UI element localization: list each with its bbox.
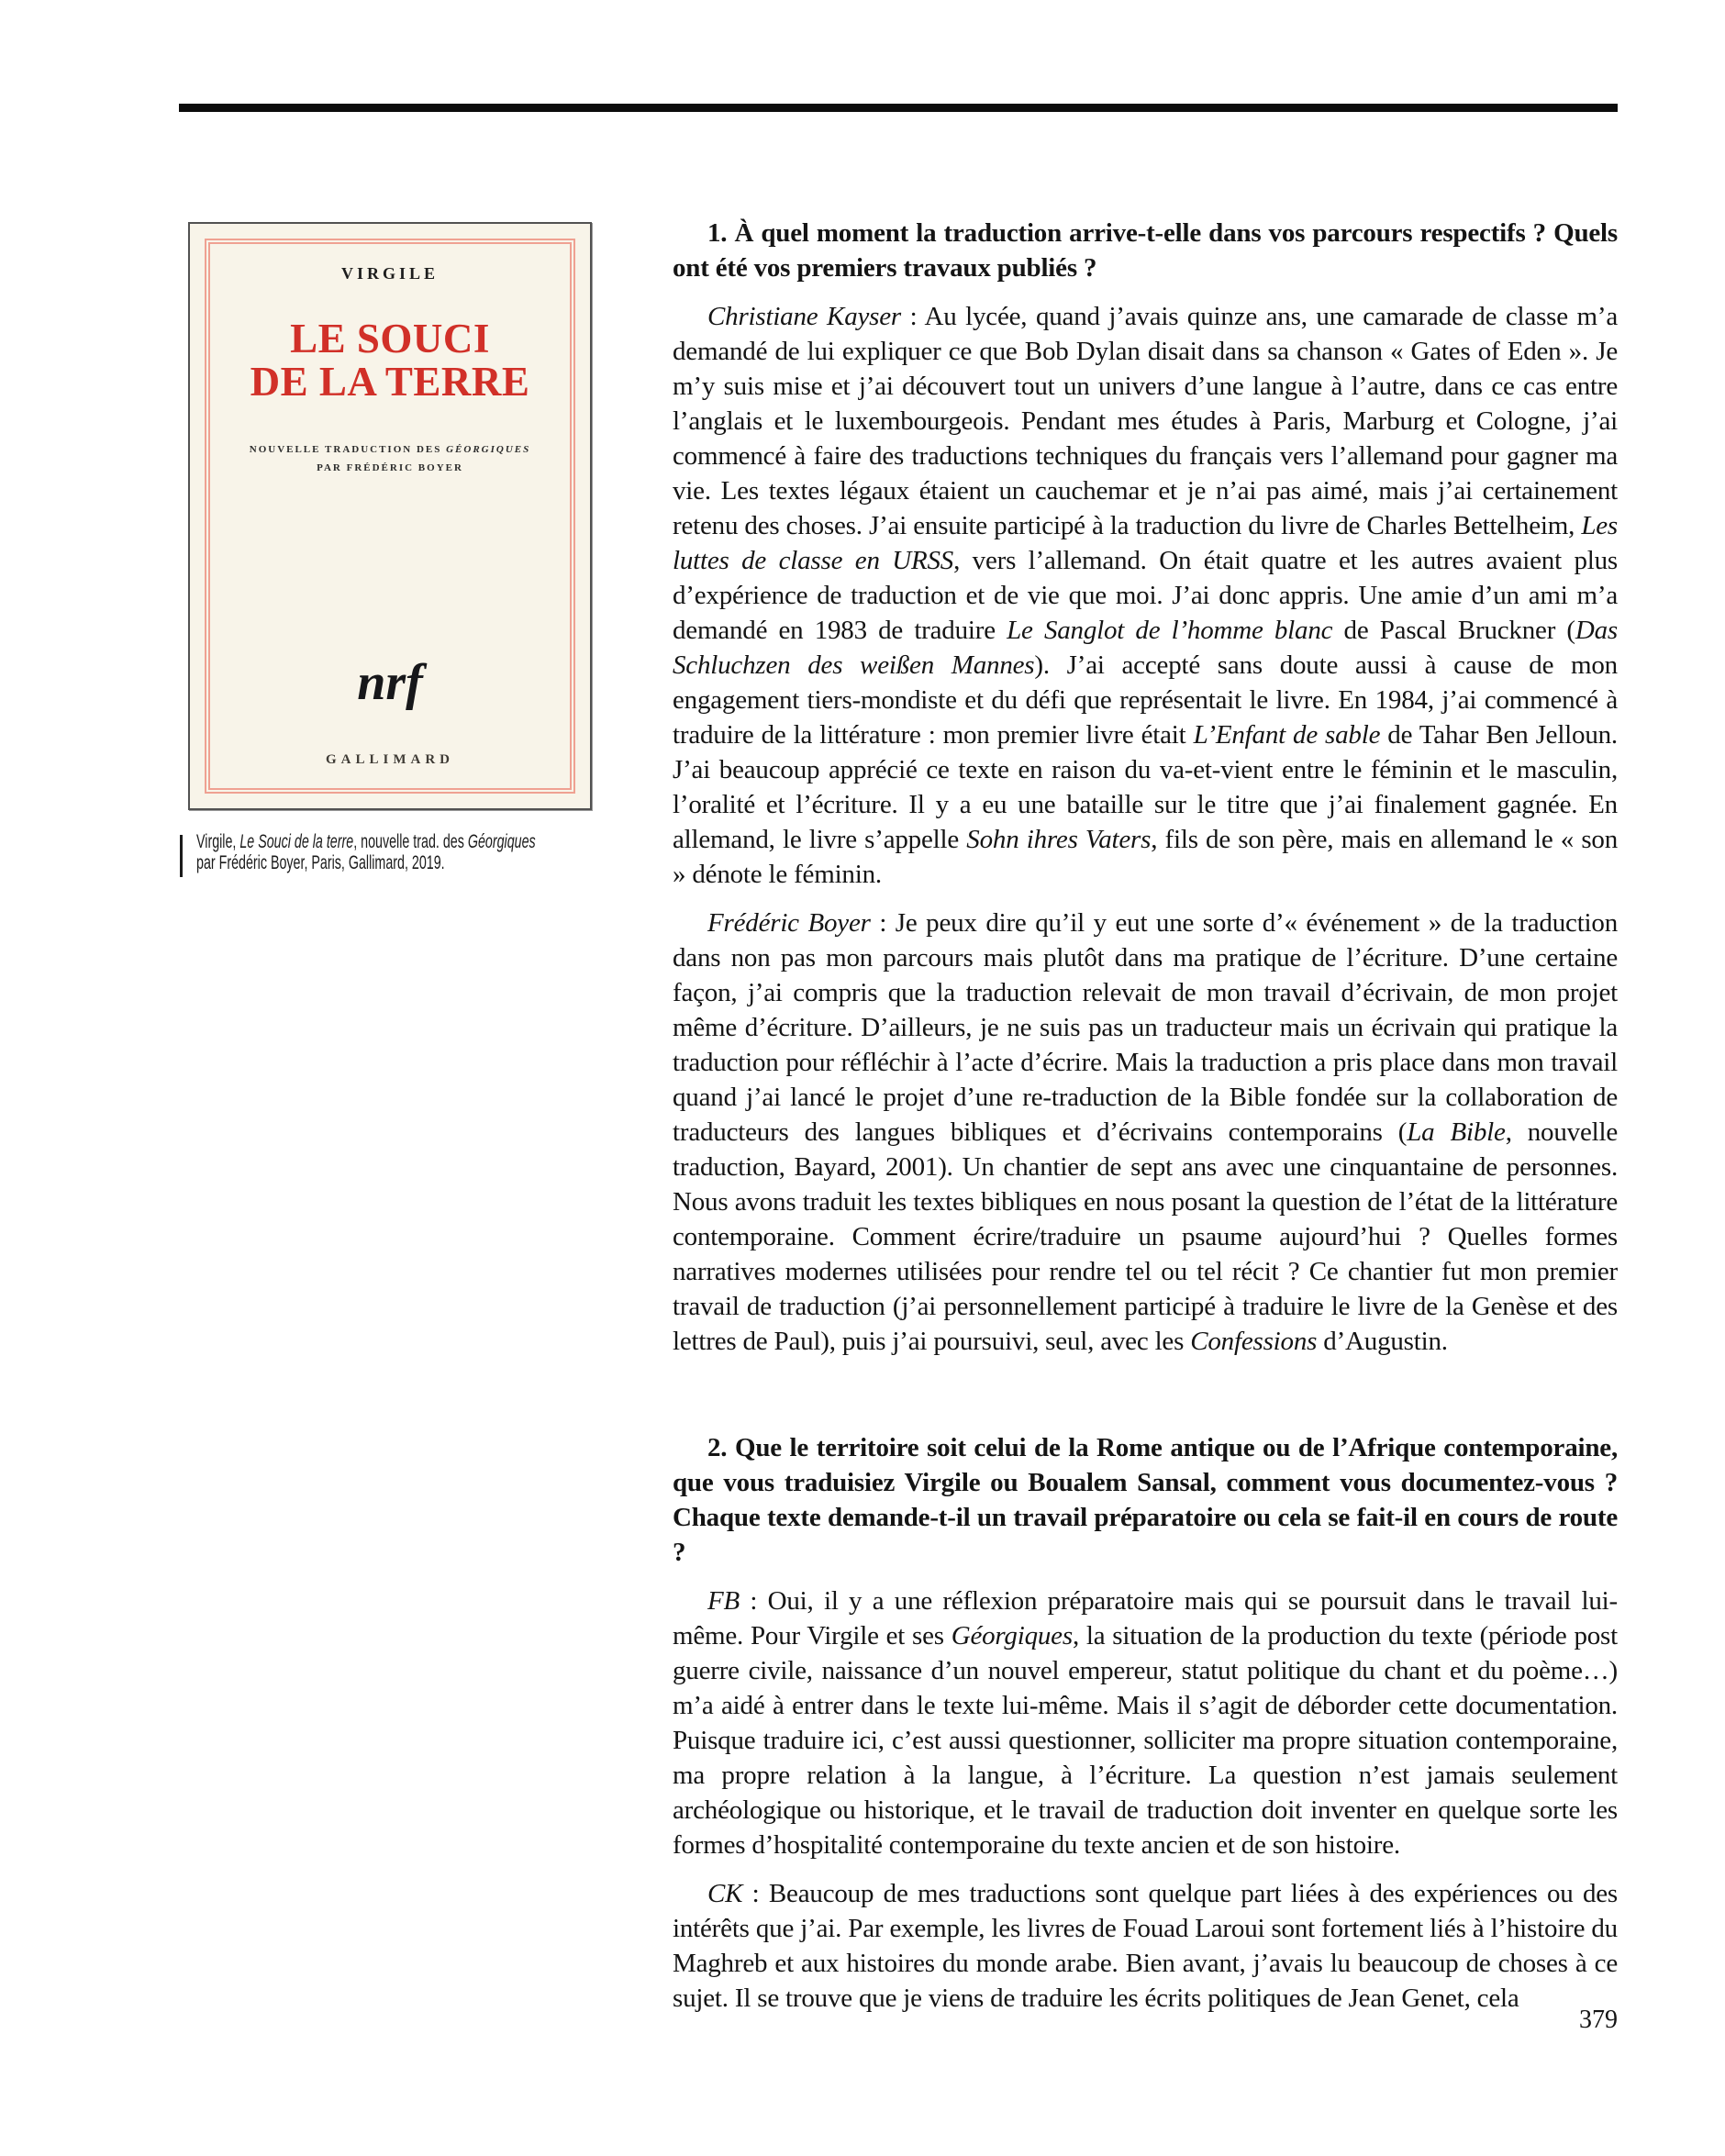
text-segment: : Au lycée, quand j’avais quinze ans, une camarade de classe m’a demandé de lui expliquer ce que Bob Dylan disait dans sa chanson « Gates of Eden ». Je m’y suis mise et j’ai découvert tout un univers d’une langue à l’autre, dans ce cas entre l’anglais et le luxembourgeois. Pendant mes études à Paris, Marburg et Cologne, j’ai commencé à faire des traductions techniques du français vers l’allemand pour gagner ma vie. Les textes légaux étaient un cauchemar et je n’ai pas aimé, mais j’ai certainement retenu des choses. J’ai ensuite participé à la traduction du livre de Charles Bettelheim,: [673, 302, 1618, 540]
text-segment: : Je peux dire qu’il y eut une sorte d’« événement » de la traduction dans non pas mon parcours mais plutôt dans ma pratique de l’écriture. D’une certaine façon, j’ai compris que la traduction relevait de mon travail d’écrivain, de mon projet même d’écriture. D’ailleurs, je ne suis pas un traducteur mais un écrivain qui pratique la traduction pour réfléchir à l’acte d’écrire. Mais la traduction a pris place dans mon travail quand j’ai lancé le projet d’une re-traduction de la Bible fondée sur la collaboration de traducteurs des langues bibliques et d’écrivains contemporains (: [673, 908, 1619, 1147]
cover-title: [190, 317, 590, 404]
cover-publisher: GALLIMARD: [325, 752, 454, 767]
text-segment: NOUVELLE TRADUCTION DES: [249, 444, 447, 455]
page-number: 379: [1579, 2006, 1618, 2034]
text-segment: Das Schluchzen des weißen Mannes: [673, 616, 1618, 680]
text-segment: , fils de son père, mais en allemand le « son » dénote le féminin.: [673, 825, 1619, 889]
caption-rule: [180, 835, 183, 877]
text-segment: Le Souci de la terre: [239, 831, 354, 852]
text-segment: d’Augustin.: [1317, 1327, 1448, 1356]
text-segment: Christiane Kayser: [707, 302, 902, 331]
text-segment: CK: [707, 1879, 743, 1908]
cover-subtitle: [190, 440, 590, 477]
text-segment: : Beaucoup de mes traductions sont quelque part liées à des expériences ou des intérêts que j’ai. Par exemple, les livres de Fouad Laroui sont fortement liés à l’histoire du Maghreb et aux histoires du monde arabe. Bien avant, j’avais lu beaucoup de choses à ce sujet. Il se trouve que je viens de traduire les écrits politiques de Jean Genet, cela: [673, 1879, 1618, 2013]
text-segment: Géorgiques: [467, 831, 536, 852]
text-segment: , vers l’allemand. On était quatre et les autres avaient plus d’expérience de traduction et de vie que moi. J’ai donc appris. Une amie d’un ami m’a demandé en 1983 de traduire: [673, 546, 1618, 645]
text-segment: ). J’ai accepté sans doute aussi à cause de mon engagement tiers-mondiste et du défi que représentait le livre. En 1984, j’ai commencé à traduire de la littérature : mon premier livre était: [673, 650, 1618, 750]
text-segment: FB: [707, 1586, 740, 1616]
text-segment: Les luttes de classe en URSS: [673, 511, 1618, 575]
text-segment: PAR FRÉDÉRIC BOYER: [317, 462, 463, 473]
text-segment: Confessions: [1190, 1327, 1318, 1356]
cover-author: VIRGILE: [340, 264, 440, 283]
interview-answer: [673, 1584, 1618, 1862]
cover-title-line1: LE SOUCI: [290, 316, 490, 361]
text-segment: : Oui, il y a une réflexion préparatoire mais qui se poursuit dans le travail lui-même. Pour Virgile et ses: [673, 1586, 1618, 1650]
text-segment: , nouvelle trad. des: [353, 831, 468, 852]
cover-title-line2: DE LA TERRE: [250, 359, 530, 405]
interview-answer: [673, 906, 1618, 1359]
article-body: [673, 216, 1618, 2029]
text-segment: , la situation de la production du texte (période post guerre civile, naissance d’un nouvel empereur, statut politique du chant et du poème…) m’a aidé à entrer dans le texte lui-même. Mais il s’agit de déborder cette documentation. Puisque traduire ici, c’est aussi questionner, solliciter ma propre situation contemporaine, ma propre relation à la langue, à l’écriture. La question n’est jamais seulement archéologique ou historique, et le travail de traduction doit inventer en quelque sorte les formes d’hospitalité contemporaine du texte ancien et de son histoire.: [673, 1621, 1618, 1860]
text-segment: La Bible: [1407, 1117, 1506, 1147]
figure-caption: [196, 831, 536, 873]
text-segment: Géorgiques: [951, 1621, 1073, 1650]
text-segment: Frédéric Boyer: [707, 908, 871, 938]
text-segment: , nouvelle traduction, Bayard, 2001). Un chantier de sept ans avec une cinquantaine de personnes. Nous avons traduit les textes bibliques en nous posant la question de l’état de la littérature contemporaine. Comment écrire/traduire un psaume aujourd’hui ? Quelles formes narratives modernes utilisées pour rendre tel ou tel récit ? Ce chantier fut mon premier travail de traduction (j’ai personnellement participé à traduire le livre de la Genèse et des lettres de Paul), puis j’ai poursuivi, seul, avec les: [673, 1117, 1619, 1356]
text-segment: Sohn ihres Vaters: [966, 825, 1152, 854]
text-segment: Le Sanglot de l’homme blanc: [1007, 616, 1333, 645]
interview-answer: [673, 1876, 1618, 2016]
nrf-logo: nrf: [357, 654, 423, 711]
top-rule: [179, 104, 1618, 112]
text-segment: 1. À quel moment la traduction arrive-t-elle dans vos parcours respectifs ? Quels ont été vos premiers travaux publiés ?: [673, 218, 1618, 283]
text-segment: L’Enfant de sable: [1193, 720, 1381, 750]
text-segment: GÉORGIQUES: [446, 444, 531, 455]
book-cover: [188, 222, 592, 810]
interview-question: [673, 216, 1618, 285]
interview-question: [673, 1430, 1618, 1570]
text-segment: 2. Que le territoire soit celui de la Rome antique ou de l’Afrique contemporaine, que vous traduisiez Virgile ou Boualem Sansal, comment vous documentez-vous ? Chaque texte demande-t-il un travail préparatoire ou cela se fait-il en cours de route ?: [673, 1433, 1618, 1567]
text-segment: par Frédéric Boyer, Paris, Gallimard, 2019.: [196, 852, 445, 873]
interview-answer: [673, 299, 1618, 892]
text-segment: Virgile,: [196, 831, 240, 852]
text-segment: de Tahar Ben Jelloun. J’ai beaucoup apprécié ce texte en raison du va-et-vient entre le féminin et le masculin, l’oralité et l’écriture. Il y a eu une bataille sur le titre que j’ai finalement gagnée. En allemand, le livre s’appelle: [673, 720, 1618, 854]
text-segment: de Pascal Bruckner (: [1332, 616, 1575, 645]
